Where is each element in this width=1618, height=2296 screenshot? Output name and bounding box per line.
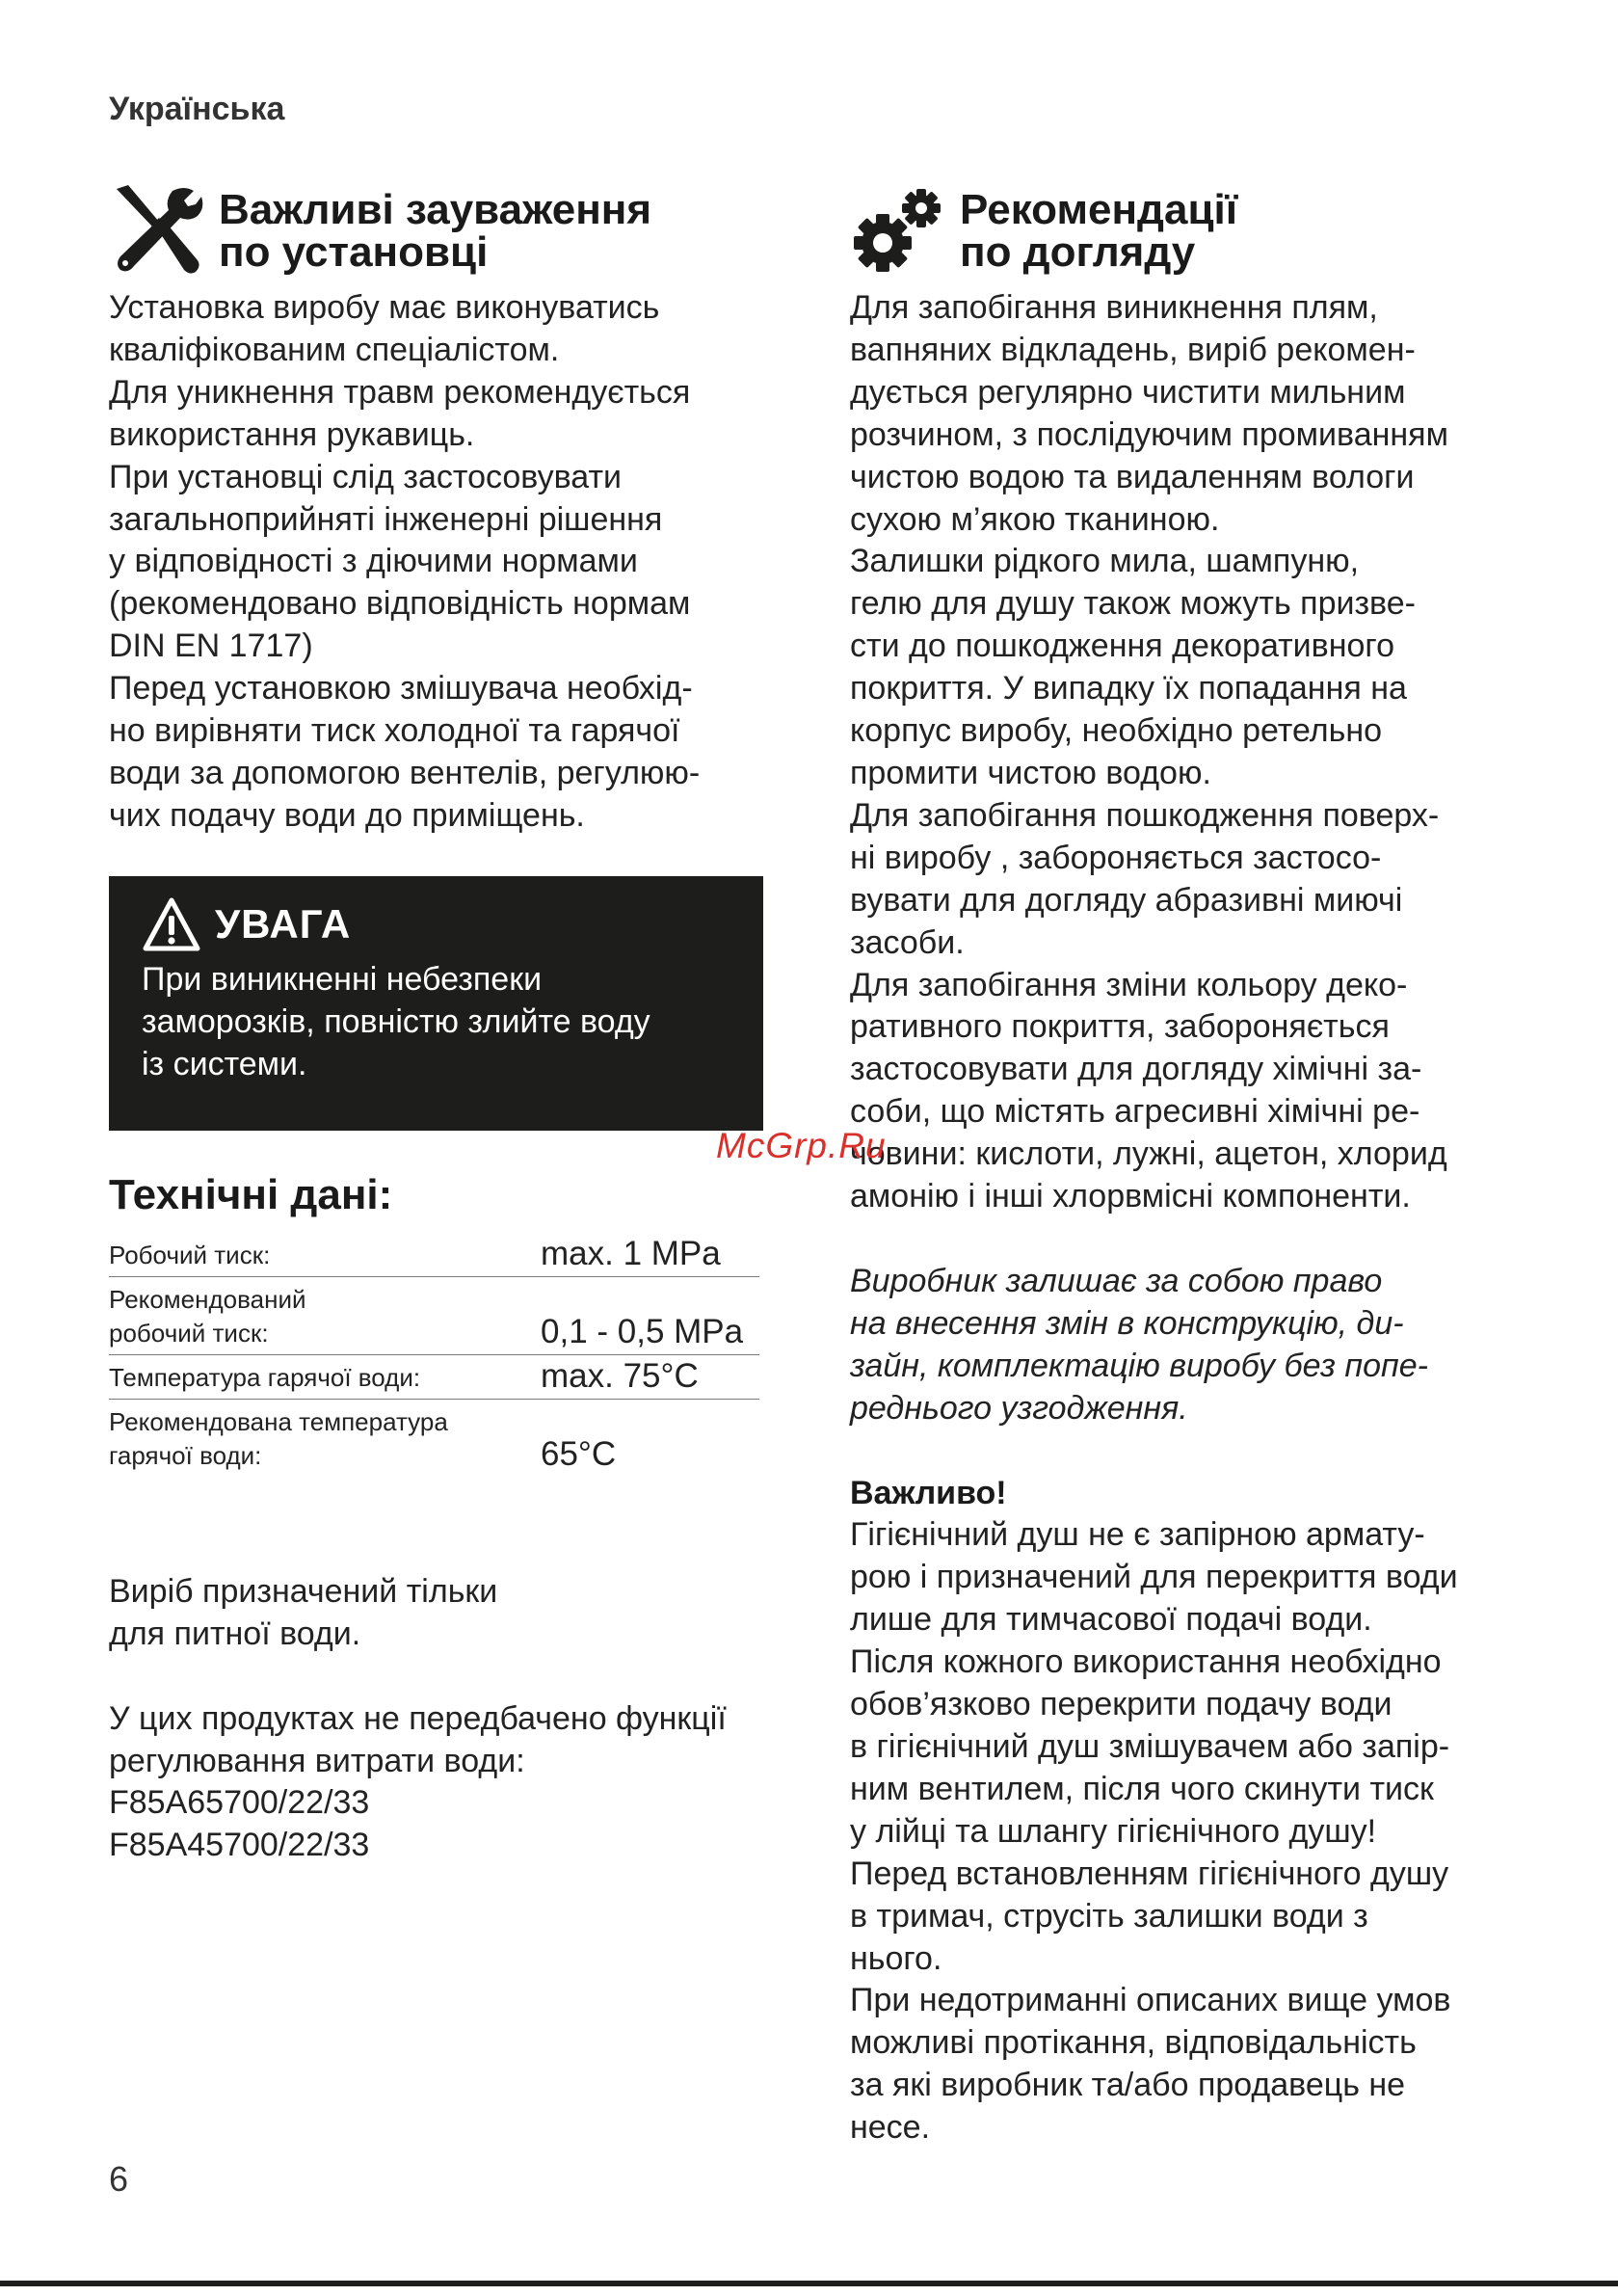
text-line: амонію і інші хлорвмісні компоненти. (850, 1178, 1411, 1215)
spec-label-line: Робочий тиск: (109, 1240, 271, 1269)
text-line: Для запобігання зміни кольору деко- (850, 966, 1408, 1003)
table-row (109, 1276, 759, 1354)
text-line: води за допомогою вентелів, регулюю- (109, 754, 701, 791)
text-line: покриття. У випадку їх попадання на (850, 670, 1407, 707)
flow-note (109, 1698, 803, 1868)
spec-label (109, 1233, 541, 1277)
page-number: 6 (109, 2159, 129, 2199)
text-line: вувати для догляду абразивні миючі (850, 881, 1403, 919)
text-line: регулювання витрати води: (109, 1742, 525, 1779)
install-text (109, 287, 803, 838)
text-line: сти до пошкодження декоративного (850, 627, 1394, 665)
text-line: заморозків, повністю злийте воду (142, 1002, 650, 1040)
spec-label (109, 1399, 541, 1477)
text-line: у лійці та шлангу гігієнічного душу! (850, 1812, 1377, 1850)
spec-label (109, 1276, 541, 1354)
spec-value: 0,1 - 0,5 MPa (541, 1276, 759, 1354)
text-line: чих подачу води до приміщень. (109, 796, 585, 834)
text-line: човини: кислоти, лужні, ацетон, хлорид (850, 1135, 1447, 1173)
text-line: Залишки рідкого мила, шампуню, (850, 543, 1360, 580)
tech-title: Технічні дані: (109, 1170, 393, 1218)
specs-table (109, 1233, 759, 1477)
language-label: Українська (109, 91, 285, 127)
text-line: ративного покриття, забороняється (850, 1008, 1390, 1046)
text-line: використання рукавиць. (109, 415, 475, 453)
spec-label-line: Рекомендований (109, 1284, 306, 1314)
spec-label-line: Рекомендована температура (109, 1406, 448, 1436)
spec-label-line: гарячої води: (109, 1440, 262, 1470)
text-line: із системи. (142, 1045, 307, 1082)
warning-header (142, 894, 730, 955)
text-line: соби, що містять агресивні хімічні ре- (850, 1093, 1420, 1131)
install-title-line: Важливі зауваження (219, 186, 652, 233)
text-line: у відповідності з діючими нормами (109, 543, 638, 580)
table-row (109, 1233, 759, 1277)
text-line: за які виробник та/або продавець не (850, 2067, 1406, 2104)
important-title: Важливо! (850, 1474, 1007, 1511)
text-line: Для запобігання пошкодження поверх- (850, 796, 1440, 834)
text-line: Для уникнення травм рекомендується (109, 373, 691, 411)
model-code: F85A45700/22/33 (109, 1827, 370, 1864)
text-line: Після кожного використання необхідно (850, 1643, 1442, 1681)
text-line: в гігієнічний душ змішувачем або запір- (850, 1728, 1450, 1765)
text-line: можливі протікання, відповідальність (850, 2024, 1417, 2062)
model-code: F85A65700/22/33 (109, 1784, 370, 1822)
bottom-rule (0, 2281, 1618, 2286)
text-line: (рекомендовано відповідність нормам (109, 585, 691, 623)
text-line: вапняних відкладень, виріб рекомен- (850, 331, 1416, 368)
text-line: Перед установкою змішувача необхід- (109, 670, 693, 707)
text-line: При виникненні небезпеки (142, 960, 543, 998)
text-line: несе. (850, 2109, 931, 2147)
important-text (850, 1514, 1525, 2149)
text-line: нього. (850, 1939, 942, 1977)
text-line: на внесення змін в конструкцію, ди- (850, 1304, 1404, 1342)
text-line: засоби. (850, 923, 965, 961)
text-line: кваліфікованим спеціалістом. (109, 331, 560, 368)
text-line: ні виробу , забороняється застосо- (850, 839, 1382, 876)
care-title-line: по догляду (960, 228, 1196, 276)
text-line: чистою водою та видаленням вологи (850, 458, 1415, 495)
install-title-line: по установці (219, 228, 489, 276)
left-column (109, 183, 803, 1867)
care-section-header (850, 183, 1525, 280)
table-row (109, 1354, 759, 1399)
text-line: но вирівняти тиск холодної та гарячої (109, 712, 680, 750)
care-title-line: Рекомендації (960, 186, 1238, 233)
text-line: загальноприйняті інженерні рішення (109, 500, 663, 538)
potable-note (109, 1571, 803, 1656)
text-line: Виробник залишає за собою право (850, 1262, 1383, 1299)
text-line: Виріб призначений тільки (109, 1572, 498, 1610)
install-section-header (109, 183, 803, 280)
text-line: При недотриманні описаних вище умов (850, 1982, 1451, 2019)
spec-value: max. 1 MPa (541, 1233, 759, 1277)
text-line: промити чистою водою. (850, 754, 1211, 791)
spec-label-line: Температура гарячої води: (109, 1362, 421, 1392)
watermark-link[interactable]: McGrp.Ru (716, 1126, 887, 1165)
text-line: DIN EN 1717) (109, 627, 313, 665)
text-line: для питної води. (109, 1615, 361, 1652)
text-line: Для запобігання виникнення плям, (850, 289, 1378, 326)
care-text (850, 287, 1525, 1218)
warning-box (109, 876, 763, 1131)
right-column (850, 183, 1525, 2149)
text-line: гелю для душу також можуть призве- (850, 585, 1416, 623)
text-line: дується регулярно чистити мильним (850, 373, 1406, 411)
text-line: Гігієнічний душ не є запірною армату- (850, 1516, 1425, 1554)
gears-icon (850, 183, 946, 280)
text-line: в тримач, струсіть залишки води з (850, 1897, 1368, 1935)
warning-triangle-icon (142, 896, 201, 952)
text-line: У цих продуктах не передбачено функції (109, 1699, 727, 1737)
spec-label-line: робочий тиск: (109, 1318, 269, 1348)
spec-label (109, 1354, 541, 1399)
text-line: При установці слід застосовувати (109, 458, 623, 495)
table-row (109, 1399, 759, 1477)
text-line: Перед встановленням гігієнічного душу (850, 1855, 1449, 1892)
text-line: лише для тимчасової подачі води. (850, 1601, 1372, 1639)
text-line: рою і призначений для перекриття води (850, 1559, 1458, 1596)
text-line: ним вентилем, після чого скинути тиск (850, 1770, 1434, 1807)
text-line: Установка виробу має виконуватись (109, 289, 660, 326)
spec-value: 65°C (541, 1434, 617, 1473)
text-line: обов’язково перекрити подачу води (850, 1686, 1393, 1723)
install-title (219, 186, 652, 276)
care-title (960, 186, 1238, 276)
text-line: сухою м’якою тканиною. (850, 500, 1220, 538)
disclaimer-text (850, 1261, 1525, 1430)
text-line: застосовувати для догляду хімічні за- (850, 1051, 1422, 1088)
tools-icon (109, 183, 205, 280)
text-line: зайн, комплектацію виробу без попе- (850, 1347, 1428, 1384)
text-line: корпус виробу, необхідно ретельно (850, 712, 1383, 750)
warning-title: УВАГА (215, 900, 352, 947)
warning-text (142, 959, 730, 1086)
text-line: розчином, з послідуючим промиванням (850, 415, 1448, 453)
spec-value: max. 75°C (541, 1354, 759, 1399)
text-line: реднього узгодження. (850, 1389, 1188, 1427)
